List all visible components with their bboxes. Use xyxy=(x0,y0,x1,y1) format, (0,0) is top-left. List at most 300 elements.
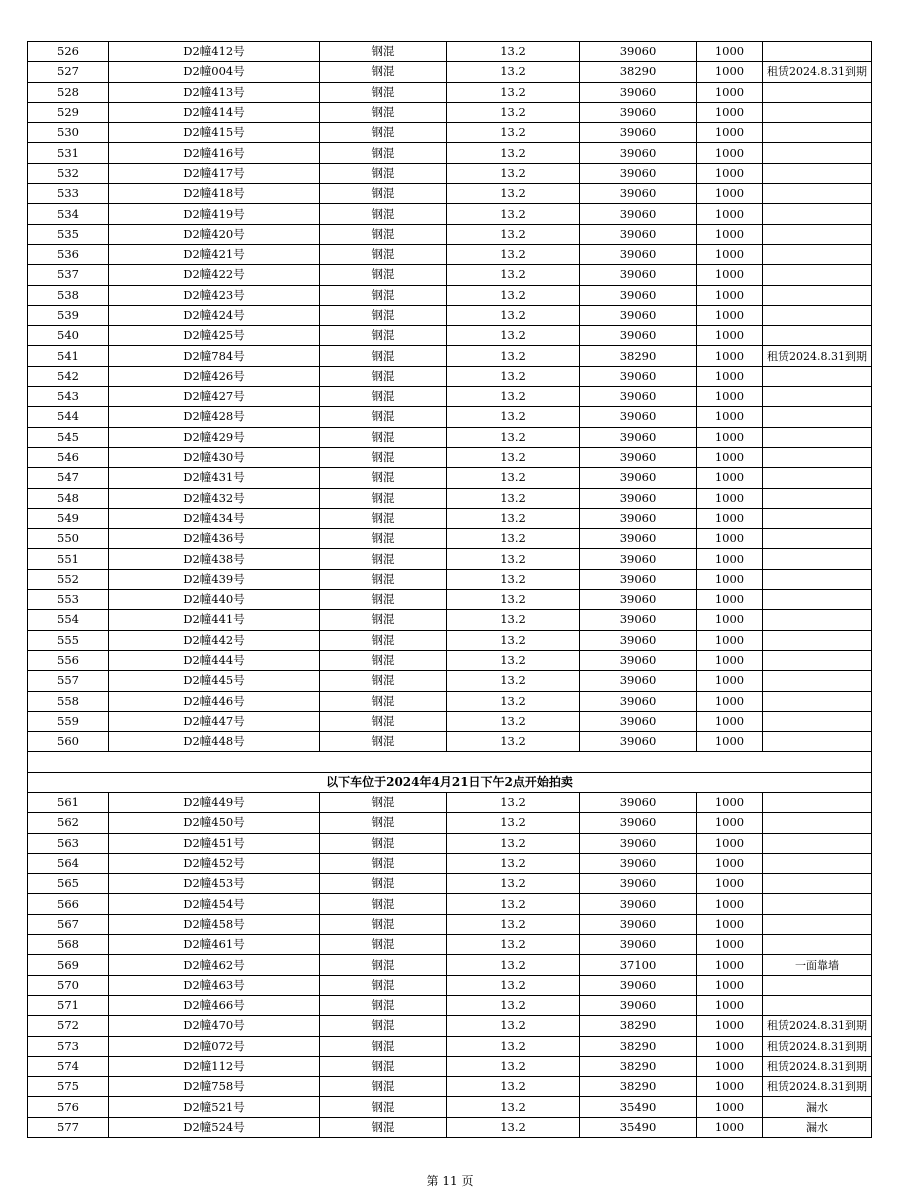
cell-index: 545 xyxy=(28,427,109,447)
table-row xyxy=(28,630,872,650)
cell-price: 39060 xyxy=(580,244,697,264)
cell-structure: 钢混 xyxy=(320,569,447,589)
cell-space-number: D2幢425号 xyxy=(109,326,320,346)
cell-space-number: D2幢448号 xyxy=(109,732,320,752)
cell-note xyxy=(763,569,872,589)
cell-structure: 钢混 xyxy=(320,853,447,873)
cell-space-number: D2幢424号 xyxy=(109,305,320,325)
cell-deposit: 1000 xyxy=(697,1117,763,1137)
cell-deposit: 1000 xyxy=(697,650,763,670)
cell-space-number: D2幢463号 xyxy=(109,975,320,995)
cell-deposit: 1000 xyxy=(697,1056,763,1076)
cell-space-number: D2幢420号 xyxy=(109,224,320,244)
cell-space-number: D2幢449号 xyxy=(109,792,320,812)
cell-index: 529 xyxy=(28,102,109,122)
cell-area: 13.2 xyxy=(447,955,580,975)
cell-area: 13.2 xyxy=(447,732,580,752)
cell-structure: 钢混 xyxy=(320,407,447,427)
cell-space-number: D2幢429号 xyxy=(109,427,320,447)
cell-area: 13.2 xyxy=(447,792,580,812)
cell-structure: 钢混 xyxy=(320,1117,447,1137)
cell-price: 39060 xyxy=(580,204,697,224)
cell-price: 38290 xyxy=(580,62,697,82)
cell-structure: 钢混 xyxy=(320,184,447,204)
cell-area: 13.2 xyxy=(447,1077,580,1097)
cell-space-number: D2幢415号 xyxy=(109,123,320,143)
table-row xyxy=(28,123,872,143)
cell-index: 539 xyxy=(28,305,109,325)
cell-index: 562 xyxy=(28,813,109,833)
cell-structure: 钢混 xyxy=(320,590,447,610)
page-number: 第 11 页 xyxy=(426,1174,474,1188)
cell-price: 39060 xyxy=(580,630,697,650)
table-row xyxy=(28,224,872,244)
cell-note xyxy=(763,407,872,427)
cell-area: 13.2 xyxy=(447,590,580,610)
cell-structure: 钢混 xyxy=(320,387,447,407)
cell-price: 35490 xyxy=(580,1097,697,1117)
table-row xyxy=(28,590,872,610)
cell-index: 535 xyxy=(28,224,109,244)
cell-space-number: D2幢452号 xyxy=(109,853,320,873)
cell-deposit: 1000 xyxy=(697,1077,763,1097)
cell-area: 13.2 xyxy=(447,650,580,670)
cell-index: 561 xyxy=(28,792,109,812)
cell-note xyxy=(763,265,872,285)
cell-index: 568 xyxy=(28,935,109,955)
cell-price: 39060 xyxy=(580,163,697,183)
cell-area: 13.2 xyxy=(447,346,580,366)
cell-structure: 钢混 xyxy=(320,468,447,488)
cell-deposit: 1000 xyxy=(697,569,763,589)
cell-deposit: 1000 xyxy=(697,265,763,285)
cell-index: 551 xyxy=(28,549,109,569)
cell-space-number: D2幢438号 xyxy=(109,549,320,569)
cell-index: 556 xyxy=(28,650,109,670)
cell-note xyxy=(763,508,872,528)
cell-structure: 钢混 xyxy=(320,427,447,447)
cell-structure: 钢混 xyxy=(320,955,447,975)
cell-price: 39060 xyxy=(580,813,697,833)
cell-structure: 钢混 xyxy=(320,549,447,569)
cell-space-number: D2幢454号 xyxy=(109,894,320,914)
cell-structure: 钢混 xyxy=(320,123,447,143)
cell-price: 39060 xyxy=(580,42,697,62)
cell-structure: 钢混 xyxy=(320,82,447,102)
table-row xyxy=(28,244,872,264)
cell-space-number: D2幢447号 xyxy=(109,711,320,731)
cell-structure: 钢混 xyxy=(320,143,447,163)
cell-structure: 钢混 xyxy=(320,366,447,386)
cell-index: 549 xyxy=(28,508,109,528)
cell-space-number: D2幢445号 xyxy=(109,671,320,691)
cell-price: 39060 xyxy=(580,326,697,346)
cell-deposit: 1000 xyxy=(697,204,763,224)
cell-space-number: D2幢419号 xyxy=(109,204,320,224)
cell-note xyxy=(763,935,872,955)
cell-index: 538 xyxy=(28,285,109,305)
cell-structure: 钢混 xyxy=(320,1036,447,1056)
cell-price: 39060 xyxy=(580,833,697,853)
cell-deposit: 1000 xyxy=(697,285,763,305)
cell-deposit: 1000 xyxy=(697,163,763,183)
cell-area: 13.2 xyxy=(447,874,580,894)
table-row xyxy=(28,204,872,224)
cell-deposit: 1000 xyxy=(697,671,763,691)
cell-area: 13.2 xyxy=(447,1117,580,1137)
spacer-cell xyxy=(28,752,872,772)
cell-index: 544 xyxy=(28,407,109,427)
cell-note xyxy=(763,610,872,630)
cell-price: 39060 xyxy=(580,427,697,447)
cell-deposit: 1000 xyxy=(697,914,763,934)
cell-structure: 钢混 xyxy=(320,995,447,1015)
cell-deposit: 1000 xyxy=(697,244,763,264)
cell-index: 559 xyxy=(28,711,109,731)
parking-lot-table xyxy=(27,41,872,1138)
cell-price: 39060 xyxy=(580,184,697,204)
cell-price: 39060 xyxy=(580,650,697,670)
cell-deposit: 1000 xyxy=(697,447,763,467)
cell-price: 39060 xyxy=(580,874,697,894)
cell-index: 575 xyxy=(28,1077,109,1097)
cell-note xyxy=(763,244,872,264)
cell-index: 530 xyxy=(28,123,109,143)
cell-space-number: D2幢466号 xyxy=(109,995,320,1015)
cell-deposit: 1000 xyxy=(697,387,763,407)
cell-note xyxy=(763,711,872,731)
cell-structure: 钢混 xyxy=(320,244,447,264)
cell-area: 13.2 xyxy=(447,143,580,163)
cell-structure: 钢混 xyxy=(320,671,447,691)
table-row xyxy=(28,285,872,305)
cell-note xyxy=(763,914,872,934)
cell-area: 13.2 xyxy=(447,975,580,995)
cell-note xyxy=(763,326,872,346)
cell-area: 13.2 xyxy=(447,569,580,589)
cell-area: 13.2 xyxy=(447,488,580,508)
cell-deposit: 1000 xyxy=(697,42,763,62)
cell-price: 38290 xyxy=(580,1077,697,1097)
cell-note xyxy=(763,123,872,143)
cell-price: 39060 xyxy=(580,224,697,244)
cell-note xyxy=(763,42,872,62)
cell-note: 租赁2024.8.31到期 xyxy=(763,1036,872,1056)
cell-structure: 钢混 xyxy=(320,914,447,934)
cell-space-number: D2幢458号 xyxy=(109,914,320,934)
table-row xyxy=(28,265,872,285)
cell-space-number: D2幢439号 xyxy=(109,569,320,589)
cell-structure: 钢混 xyxy=(320,874,447,894)
cell-space-number: D2幢784号 xyxy=(109,346,320,366)
cell-area: 13.2 xyxy=(447,427,580,447)
spacer-row xyxy=(28,752,872,772)
cell-structure: 钢混 xyxy=(320,711,447,731)
cell-area: 13.2 xyxy=(447,244,580,264)
cell-price: 39060 xyxy=(580,102,697,122)
table-row xyxy=(28,853,872,873)
cell-note xyxy=(763,102,872,122)
cell-deposit: 1000 xyxy=(697,975,763,995)
cell-structure: 钢混 xyxy=(320,346,447,366)
cell-note xyxy=(763,995,872,1015)
cell-note: 租赁2024.8.31到期 xyxy=(763,62,872,82)
cell-deposit: 1000 xyxy=(697,1097,763,1117)
cell-index: 547 xyxy=(28,468,109,488)
cell-structure: 钢混 xyxy=(320,529,447,549)
table-row xyxy=(28,326,872,346)
table-row xyxy=(28,62,872,82)
cell-note: 租赁2024.8.31到期 xyxy=(763,1056,872,1076)
cell-structure: 钢混 xyxy=(320,610,447,630)
cell-price: 38290 xyxy=(580,1016,697,1036)
cell-price: 39060 xyxy=(580,853,697,873)
cell-space-number: D2幢432号 xyxy=(109,488,320,508)
cell-space-number: D2幢423号 xyxy=(109,285,320,305)
cell-structure: 钢混 xyxy=(320,285,447,305)
cell-price: 38290 xyxy=(580,346,697,366)
table-row xyxy=(28,488,872,508)
cell-note xyxy=(763,549,872,569)
cell-note: 租赁2024.8.31到期 xyxy=(763,1077,872,1097)
cell-area: 13.2 xyxy=(447,935,580,955)
table-row xyxy=(28,995,872,1015)
cell-note xyxy=(763,853,872,873)
cell-area: 13.2 xyxy=(447,691,580,711)
cell-structure: 钢混 xyxy=(320,1056,447,1076)
table-row xyxy=(28,468,872,488)
cell-area: 13.2 xyxy=(447,508,580,528)
cell-area: 13.2 xyxy=(447,102,580,122)
section-heading-row xyxy=(28,772,872,792)
cell-deposit: 1000 xyxy=(697,995,763,1015)
cell-deposit: 1000 xyxy=(697,874,763,894)
cell-index: 541 xyxy=(28,346,109,366)
cell-structure: 钢混 xyxy=(320,305,447,325)
table-row xyxy=(28,42,872,62)
cell-index: 527 xyxy=(28,62,109,82)
cell-note: 漏水 xyxy=(763,1097,872,1117)
table-row xyxy=(28,874,872,894)
cell-area: 13.2 xyxy=(447,529,580,549)
cell-index: 577 xyxy=(28,1117,109,1137)
cell-deposit: 1000 xyxy=(697,82,763,102)
cell-area: 13.2 xyxy=(447,224,580,244)
cell-structure: 钢混 xyxy=(320,62,447,82)
table-row xyxy=(28,711,872,731)
cell-index: 566 xyxy=(28,894,109,914)
cell-area: 13.2 xyxy=(447,123,580,143)
cell-index: 563 xyxy=(28,833,109,853)
cell-index: 546 xyxy=(28,447,109,467)
cell-space-number: D2幢428号 xyxy=(109,407,320,427)
cell-price: 39060 xyxy=(580,691,697,711)
cell-price: 39060 xyxy=(580,995,697,1015)
cell-note xyxy=(763,792,872,812)
cell-area: 13.2 xyxy=(447,833,580,853)
cell-note xyxy=(763,366,872,386)
cell-area: 13.2 xyxy=(447,42,580,62)
cell-price: 39060 xyxy=(580,549,697,569)
cell-index: 534 xyxy=(28,204,109,224)
cell-price: 39060 xyxy=(580,610,697,630)
cell-space-number: D2幢436号 xyxy=(109,529,320,549)
cell-area: 13.2 xyxy=(447,995,580,1015)
cell-note xyxy=(763,488,872,508)
cell-index: 570 xyxy=(28,975,109,995)
cell-area: 13.2 xyxy=(447,62,580,82)
cell-area: 13.2 xyxy=(447,813,580,833)
cell-price: 39060 xyxy=(580,407,697,427)
table-row xyxy=(28,387,872,407)
cell-structure: 钢混 xyxy=(320,326,447,346)
cell-space-number: D2幢758号 xyxy=(109,1077,320,1097)
cell-note xyxy=(763,184,872,204)
cell-deposit: 1000 xyxy=(697,833,763,853)
cell-structure: 钢混 xyxy=(320,265,447,285)
cell-space-number: D2幢444号 xyxy=(109,650,320,670)
cell-structure: 钢混 xyxy=(320,204,447,224)
table-row xyxy=(28,1036,872,1056)
cell-space-number: D2幢416号 xyxy=(109,143,320,163)
cell-index: 571 xyxy=(28,995,109,1015)
cell-structure: 钢混 xyxy=(320,935,447,955)
table-row xyxy=(28,955,872,975)
cell-deposit: 1000 xyxy=(697,792,763,812)
cell-deposit: 1000 xyxy=(697,529,763,549)
cell-index: 569 xyxy=(28,955,109,975)
cell-index: 555 xyxy=(28,630,109,650)
cell-structure: 钢混 xyxy=(320,42,447,62)
table-row xyxy=(28,732,872,752)
cell-area: 13.2 xyxy=(447,1056,580,1076)
cell-index: 552 xyxy=(28,569,109,589)
cell-index: 543 xyxy=(28,387,109,407)
cell-area: 13.2 xyxy=(447,305,580,325)
table-row xyxy=(28,975,872,995)
cell-price: 39060 xyxy=(580,914,697,934)
cell-price: 39060 xyxy=(580,792,697,812)
cell-space-number: D2幢412号 xyxy=(109,42,320,62)
cell-note xyxy=(763,305,872,325)
cell-deposit: 1000 xyxy=(697,488,763,508)
table-row xyxy=(28,366,872,386)
cell-index: 536 xyxy=(28,244,109,264)
cell-price: 39060 xyxy=(580,366,697,386)
cell-deposit: 1000 xyxy=(697,305,763,325)
cell-deposit: 1000 xyxy=(697,184,763,204)
cell-deposit: 1000 xyxy=(697,549,763,569)
cell-space-number: D2幢446号 xyxy=(109,691,320,711)
cell-index: 528 xyxy=(28,82,109,102)
cell-space-number: D2幢441号 xyxy=(109,610,320,630)
cell-deposit: 1000 xyxy=(697,326,763,346)
table-row xyxy=(28,894,872,914)
cell-deposit: 1000 xyxy=(697,813,763,833)
cell-area: 13.2 xyxy=(447,894,580,914)
cell-structure: 钢混 xyxy=(320,1097,447,1117)
cell-note xyxy=(763,204,872,224)
table-row xyxy=(28,529,872,549)
cell-deposit: 1000 xyxy=(697,1016,763,1036)
cell-structure: 钢混 xyxy=(320,1016,447,1036)
table-row xyxy=(28,447,872,467)
cell-space-number: D2幢521号 xyxy=(109,1097,320,1117)
cell-price: 39060 xyxy=(580,935,697,955)
cell-deposit: 1000 xyxy=(697,366,763,386)
cell-price: 37100 xyxy=(580,955,697,975)
section-heading: 以下车位于2024年4月21日下午2点开始拍卖 xyxy=(28,772,872,792)
cell-space-number: D2幢451号 xyxy=(109,833,320,853)
cell-index: 557 xyxy=(28,671,109,691)
cell-area: 13.2 xyxy=(447,853,580,873)
cell-note xyxy=(763,975,872,995)
cell-area: 13.2 xyxy=(447,82,580,102)
cell-structure: 钢混 xyxy=(320,833,447,853)
cell-structure: 钢混 xyxy=(320,224,447,244)
table-row xyxy=(28,671,872,691)
cell-note xyxy=(763,894,872,914)
cell-deposit: 1000 xyxy=(697,143,763,163)
cell-deposit: 1000 xyxy=(697,407,763,427)
cell-space-number: D2幢413号 xyxy=(109,82,320,102)
cell-index: 542 xyxy=(28,366,109,386)
cell-space-number: D2幢524号 xyxy=(109,1117,320,1137)
table-row xyxy=(28,1077,872,1097)
cell-index: 540 xyxy=(28,326,109,346)
cell-area: 13.2 xyxy=(447,407,580,427)
cell-deposit: 1000 xyxy=(697,894,763,914)
cell-index: 560 xyxy=(28,732,109,752)
cell-space-number: D2幢450号 xyxy=(109,813,320,833)
cell-price: 39060 xyxy=(580,711,697,731)
cell-structure: 钢混 xyxy=(320,691,447,711)
cell-deposit: 1000 xyxy=(697,224,763,244)
cell-index: 573 xyxy=(28,1036,109,1056)
cell-price: 39060 xyxy=(580,265,697,285)
cell-space-number: D2幢418号 xyxy=(109,184,320,204)
cell-price: 39060 xyxy=(580,387,697,407)
table-row xyxy=(28,914,872,934)
table-row xyxy=(28,82,872,102)
cell-index: 550 xyxy=(28,529,109,549)
table-row xyxy=(28,549,872,569)
cell-area: 13.2 xyxy=(447,671,580,691)
cell-note xyxy=(763,630,872,650)
cell-space-number: D2幢414号 xyxy=(109,102,320,122)
cell-deposit: 1000 xyxy=(697,508,763,528)
cell-structure: 钢混 xyxy=(320,894,447,914)
cell-price: 39060 xyxy=(580,82,697,102)
cell-area: 13.2 xyxy=(447,1036,580,1056)
cell-note xyxy=(763,285,872,305)
cell-price: 39060 xyxy=(580,447,697,467)
table-row xyxy=(28,833,872,853)
cell-price: 39060 xyxy=(580,894,697,914)
cell-note xyxy=(763,732,872,752)
cell-deposit: 1000 xyxy=(697,691,763,711)
cell-note: 租赁2024.8.31到期 xyxy=(763,346,872,366)
cell-note xyxy=(763,813,872,833)
cell-price: 39060 xyxy=(580,305,697,325)
cell-area: 13.2 xyxy=(447,711,580,731)
cell-price: 39060 xyxy=(580,285,697,305)
table-row xyxy=(28,1056,872,1076)
cell-deposit: 1000 xyxy=(697,610,763,630)
cell-index: 531 xyxy=(28,143,109,163)
cell-structure: 钢混 xyxy=(320,630,447,650)
cell-index: 553 xyxy=(28,590,109,610)
